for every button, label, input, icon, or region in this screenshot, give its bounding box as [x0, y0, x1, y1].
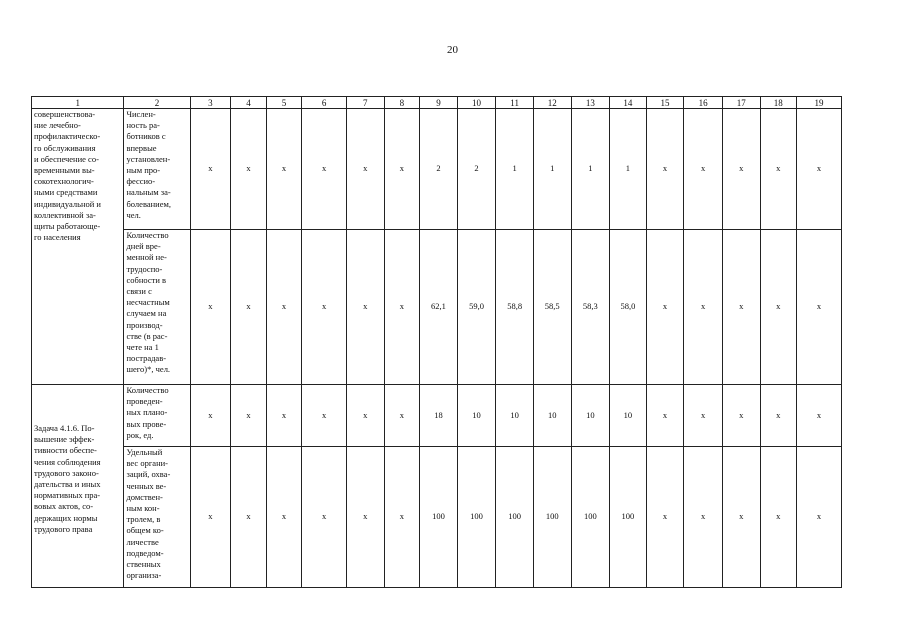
value-cell: 58,5	[533, 230, 571, 385]
indicator-name: Удельный вес органи- заций, охва- ченных ве- домствен- ным кон- тролем, в общем ко- личестве подведом- ственных организа-	[124, 447, 190, 588]
value-cell: 59,0	[457, 230, 496, 385]
table-row	[32, 109, 842, 230]
column-header: 9	[420, 97, 458, 109]
value-cell: x	[302, 109, 347, 230]
column-header: 7	[346, 97, 384, 109]
column-header: 12	[533, 97, 571, 109]
value-cell: 100	[533, 447, 571, 588]
column-header: 10	[457, 97, 496, 109]
value-cell: x	[266, 230, 302, 385]
value-cell: 58,3	[571, 230, 610, 385]
column-header: 19	[797, 97, 842, 109]
table-row	[32, 385, 842, 447]
value-cell: x	[797, 385, 842, 447]
value-cell: 10	[610, 385, 647, 447]
value-cell: x	[346, 230, 384, 385]
task-text: Задача 4.1.6. По- вышение эффек- тивности обеспе- чения соблюдения трудового законо- дательства и иных нормативных пра- вовых актов, со- держащих нормы трудового права	[32, 385, 124, 588]
column-header: 16	[684, 97, 723, 109]
value-cell: x	[722, 385, 760, 447]
value-cell: 1	[571, 109, 610, 230]
value-cell: 100	[496, 447, 534, 588]
column-header: 5	[266, 97, 302, 109]
indicators-table	[31, 96, 842, 588]
value-cell: 58,0	[610, 230, 647, 385]
value-cell: 2	[457, 109, 496, 230]
column-header: 4	[231, 97, 267, 109]
table-row	[32, 230, 842, 385]
value-cell: x	[302, 230, 347, 385]
column-header: 8	[384, 97, 420, 109]
value-cell: x	[346, 385, 384, 447]
value-cell: x	[797, 447, 842, 588]
value-cell: x	[231, 109, 267, 230]
value-cell: x	[684, 447, 723, 588]
value-cell: 2	[420, 109, 458, 230]
value-cell: 100	[457, 447, 496, 588]
header-row	[32, 97, 842, 109]
column-header: 14	[610, 97, 647, 109]
column-header: 13	[571, 97, 610, 109]
value-cell: 100	[420, 447, 458, 588]
table-row	[32, 447, 842, 588]
value-cell: x	[190, 447, 231, 588]
value-cell: x	[266, 109, 302, 230]
value-cell: x	[231, 385, 267, 447]
value-cell: x	[346, 447, 384, 588]
page-number: 20	[447, 44, 458, 56]
value-cell: x	[302, 447, 347, 588]
value-cell: 1	[533, 109, 571, 230]
value-cell: x	[797, 109, 842, 230]
task-text: совершенствова- ние лечебно- профилактическо- го обслуживания и обеспечение со- временными вы- сокотехнологич- ными средствами индивидуальной и коллективной за- щиты работающе- го населения	[32, 109, 124, 385]
value-cell: 10	[457, 385, 496, 447]
value-cell: x	[266, 385, 302, 447]
value-cell: 58,8	[496, 230, 534, 385]
indicator-name: Числен- ность ра- ботников с впервые установлен- ным про- фессио- нальным за- болеванием, чел.	[124, 109, 190, 230]
value-cell: x	[760, 385, 797, 447]
value-cell: x	[722, 109, 760, 230]
value-cell: x	[384, 109, 420, 230]
value-cell: x	[684, 109, 723, 230]
value-cell: x	[231, 230, 267, 385]
indicator-name: Количество проведен- ных плано- вых прове- рок, ед.	[124, 385, 190, 447]
value-cell: x	[646, 230, 684, 385]
value-cell: x	[190, 385, 231, 447]
column-header: 15	[646, 97, 684, 109]
value-cell: x	[646, 109, 684, 230]
value-cell: x	[190, 109, 231, 230]
value-cell: x	[646, 447, 684, 588]
column-header: 3	[190, 97, 231, 109]
value-cell: x	[646, 385, 684, 447]
value-cell: x	[231, 447, 267, 588]
value-cell: x	[760, 109, 797, 230]
value-cell: x	[384, 447, 420, 588]
value-cell: 10	[533, 385, 571, 447]
value-cell: 10	[571, 385, 610, 447]
value-cell: x	[684, 385, 723, 447]
value-cell: 100	[571, 447, 610, 588]
value-cell: x	[760, 230, 797, 385]
value-cell: x	[760, 447, 797, 588]
value-cell: 62,1	[420, 230, 458, 385]
value-cell: 18	[420, 385, 458, 447]
value-cell: x	[684, 230, 723, 385]
value-cell: x	[722, 230, 760, 385]
column-header: 18	[760, 97, 797, 109]
value-cell: 1	[610, 109, 647, 230]
column-header: 1	[32, 97, 124, 109]
column-header: 6	[302, 97, 347, 109]
column-header: 17	[722, 97, 760, 109]
indicator-name: Количество дней вре- менной не- трудоспо- собности в связи с несчастным случаем на производ- стве (в рас- чете на 1 пострадав- шего)*, чел.	[124, 230, 190, 385]
column-header: 2	[124, 97, 190, 109]
value-cell: x	[797, 230, 842, 385]
value-cell: x	[190, 230, 231, 385]
column-header: 11	[496, 97, 534, 109]
value-cell: 100	[610, 447, 647, 588]
value-cell: 10	[496, 385, 534, 447]
value-cell: x	[384, 230, 420, 385]
value-cell: x	[384, 385, 420, 447]
value-cell: x	[302, 385, 347, 447]
value-cell: x	[266, 447, 302, 588]
value-cell: x	[346, 109, 384, 230]
value-cell: x	[722, 447, 760, 588]
value-cell: 1	[496, 109, 534, 230]
